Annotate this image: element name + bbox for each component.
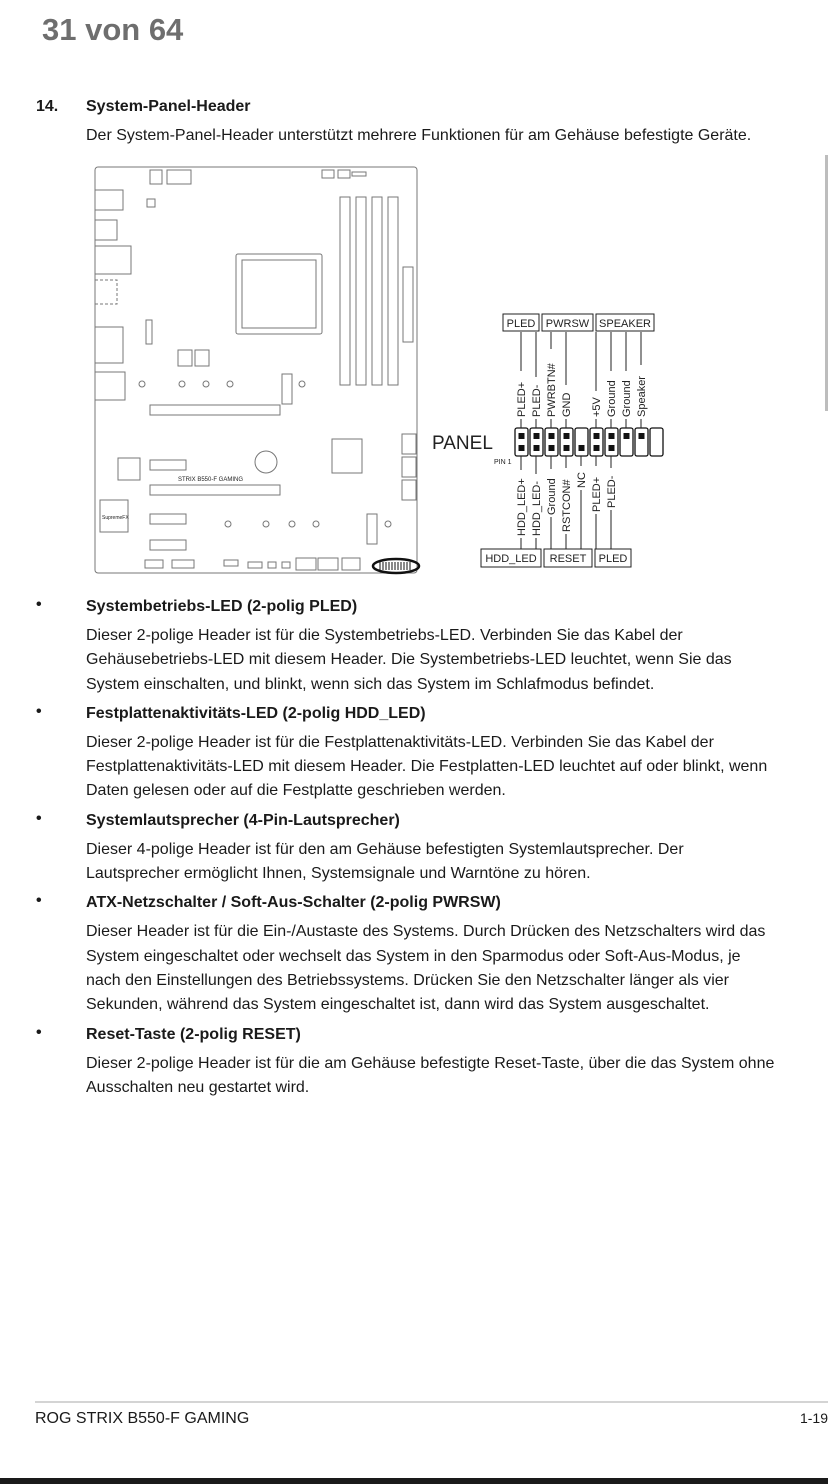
bullet-dot: • [36, 809, 42, 827]
bottom-pin-labels [515, 466, 618, 538]
group-label-top: PWRSW [545, 318, 590, 330]
section-intro: Der System-Panel-Header unterstützt mehrere Funktionen für am Gehäuse befestigte Geräte. [86, 127, 752, 144]
bullet-dot: • [36, 1023, 42, 1041]
bullet-title: Systembetriebs-LED (2-polig PLED) [86, 598, 358, 615]
group-label-bottom: RESET [549, 553, 587, 565]
bullet-list [36, 596, 776, 1106]
section-number: 14. [36, 98, 59, 115]
pin-label-bottom: RSTCON# [561, 479, 573, 532]
bullet-text: Dieser 2-polige Header ist für die am Gehäuse befestigte Reset-Taste, über die das System ohne Ausschalten neu gestartet wird. [86, 1054, 775, 1096]
bullet-title: Systemlautsprecher (4-Pin-Lautsprecher) [86, 811, 400, 829]
pin-label-bottom: NC [576, 472, 588, 488]
top-pin-labels [515, 349, 648, 419]
board-label: STRIX B550-F GAMING [178, 477, 244, 483]
bullet-item [36, 1024, 776, 1101]
bullet-title: ATX-Netzschalter / Soft-Aus-Schalter (2-polig PWRSW) [86, 894, 501, 912]
section-title: System-Panel-Header [86, 98, 251, 115]
bullet-item [36, 810, 776, 887]
bullet-item [36, 892, 776, 1017]
panel-connector [515, 428, 663, 456]
panel-header-diagram [90, 162, 680, 582]
bullet-dot: • [36, 702, 42, 720]
pin-label-bottom: Ground [546, 478, 558, 515]
pin-label-bottom: PLED- [606, 475, 618, 508]
bullet-title: Reset-Taste (2-polig RESET) [86, 1025, 301, 1043]
bullet-dot: • [36, 892, 42, 910]
bullet-item [36, 596, 776, 697]
group-label-top: PLED [506, 318, 536, 330]
group-label-bottom: PLED [598, 553, 628, 565]
pin-label-top: PLED- [531, 384, 543, 417]
bullet-text: Dieser 4-polige Header ist für den am Gehäuse befestigten Systemlautsprecher. Der Lautsprecher ermöglicht Ihnen, Systemsignale und Warntöne zu hören. [86, 840, 684, 883]
bullet-item [36, 703, 776, 804]
pin-label-top: PLED+ [516, 381, 528, 417]
pin-label-bottom: HDD_LED+ [516, 478, 528, 536]
footer-divider [35, 1401, 828, 1403]
pin-label-top: +5V [591, 397, 603, 417]
pin-label-top: GND [561, 392, 573, 417]
bullet-text: Dieser Header ist für die Ein-/Austaste des Systems. Durch Drücken des Netzschalters wird das System eingeschaltet oder wechselt das System in den Sparmodus oder Soft-Aus-Modus, je nach den Einstellungen des Betriebssystems. Drücken Sie den Netzschalter länger als vier Sekunden, während das System eingeschaltet ist, dann wird das System ausgeschaltet. [86, 923, 766, 1014]
footer-model: ROG STRIX B550-F GAMING [35, 1410, 250, 1427]
footer-page-number: 1-19 [799, 1410, 828, 1426]
panel-label: PANEL [432, 433, 493, 454]
bullet-title: Festplattenaktivitäts-LED (2-polig HDD_LED) [86, 704, 426, 722]
pin1-label: PIN 1 [494, 459, 512, 466]
bottom-bar [0, 1478, 828, 1484]
bullet-text: Dieser 2-polige Header ist für die Festplattenaktivitäts-LED. Verbinden Sie das Kabel der Festplattenaktivitäts-LED mit diesem Header. Die Festplatten-LED leuchtet auf oder blinkt, wenn Daten gelesen oder auf die Festplatte geschrieben werden. [86, 733, 768, 800]
motherboard-illustration [95, 167, 417, 573]
pin-label-bottom: PLED+ [591, 476, 603, 512]
chip-label: SupremeFX [102, 515, 129, 521]
bullet-dot: • [36, 596, 42, 613]
page-counter: 31 von 64 [42, 12, 184, 47]
pin-label-top: PWRBTN# [546, 363, 558, 417]
panel-header-pins-small [380, 562, 410, 570]
pin-label-top: Ground [621, 380, 633, 417]
group-label-bottom: HDD_LED [485, 553, 537, 565]
pin-label-top: Ground [606, 380, 618, 417]
pin-label-top: Speaker [636, 376, 648, 417]
pin-label-bottom: HDD_LED- [531, 480, 543, 536]
group-label-top: SPEAKER [599, 318, 651, 330]
bullet-text: Dieser 2-polige Header ist für die Systembetriebs-LED. Verbinden Sie das Kabel der Gehäusebetriebs-LED mit diesem Header. Die Systembetriebs-LED leuchtet, wenn Sie das System einschalten, und blinkt, wenn sich das System im Schlafmodus befindet. [86, 627, 732, 693]
